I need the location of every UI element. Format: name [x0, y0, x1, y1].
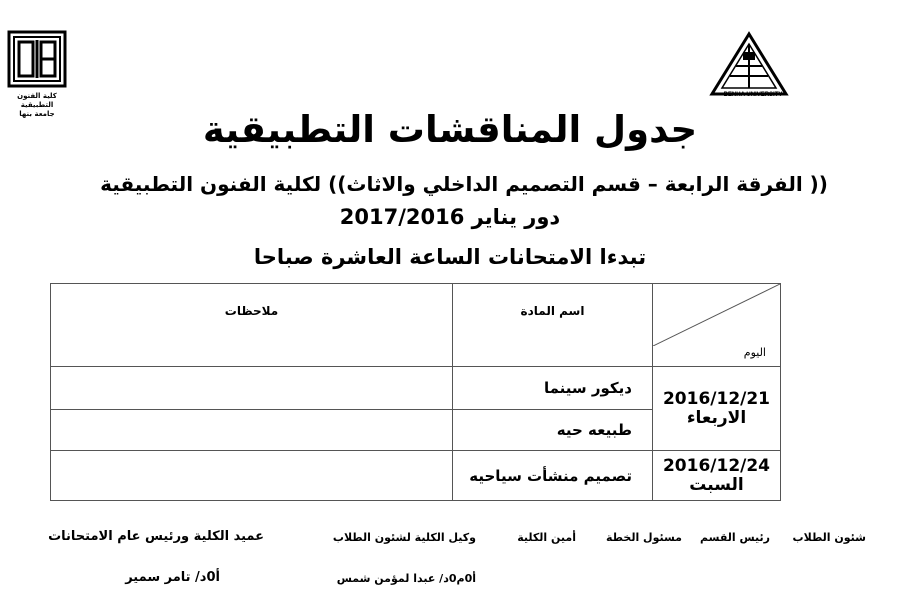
- subject-column-header: اسم المادة: [453, 284, 653, 367]
- faculty-emblem-icon: [7, 30, 67, 88]
- subtitle: (( الفرقة الرابعة – قسم التصميم الداخلي والاثاث)) لكلية الفنون التطبيقية: [100, 172, 828, 196]
- table-row: [51, 451, 781, 501]
- subject-cell: ديكور سينما: [453, 367, 653, 410]
- day-column-header: [653, 284, 781, 367]
- schedule-table: [50, 283, 781, 501]
- page-title: جدول المناقشات التطبيقية: [202, 108, 698, 151]
- session-line: دور يناير 2017/2016: [339, 205, 561, 229]
- diagonal-divider: [653, 284, 780, 346]
- notes-cell: [51, 367, 453, 410]
- faculty-logo-caption-2: جامعة بنها: [19, 110, 55, 118]
- table-row: [51, 367, 781, 410]
- vice-dean-name: أ0م0د/ عبدا لمؤمن شمس: [336, 572, 476, 585]
- signature-dept-head: رئيس القسم: [700, 531, 770, 544]
- date-value: 2016/12/21: [662, 388, 771, 409]
- university-logo: [706, 30, 792, 104]
- dean-name: أ0د/ تامر سمير: [125, 570, 220, 585]
- date-value: 2016/12/24: [662, 455, 771, 476]
- start-time-line: تبدءا الامتحانات الساعة العاشرة صباحا: [253, 245, 647, 269]
- date-cell: [653, 367, 781, 451]
- table-header-row: [51, 284, 781, 367]
- subject-cell: طبيعه حيه: [453, 410, 653, 451]
- notes-cell: [51, 410, 453, 451]
- subject-cell: تصميم منشأت سياحيه: [453, 451, 653, 501]
- signature-students-affairs: شئون الطلاب: [792, 531, 866, 544]
- day-value: السبت: [689, 474, 744, 495]
- faculty-logo-caption-1: كلية الفنون التطبيقية: [17, 92, 57, 109]
- date-cell: [653, 451, 781, 501]
- day-header-label: اليوم: [743, 346, 766, 359]
- faculty-logo: [4, 30, 70, 119]
- university-logo-caption: BENHA UNIVERSITY: [723, 92, 783, 98]
- notes-cell: [51, 451, 453, 501]
- signature-plan-officer: مسئول الخطة: [606, 531, 682, 544]
- notes-column-header: ملاحظات: [51, 284, 453, 367]
- signature-vice-dean: وكيل الكلية لشئون الطلاب: [332, 531, 476, 544]
- day-value: الاربعاء: [686, 407, 747, 428]
- signature-faculty-secretary: أمين الكلية: [517, 531, 576, 544]
- signature-dean: عميد الكلية ورئيس عام الامتحانات: [48, 529, 264, 544]
